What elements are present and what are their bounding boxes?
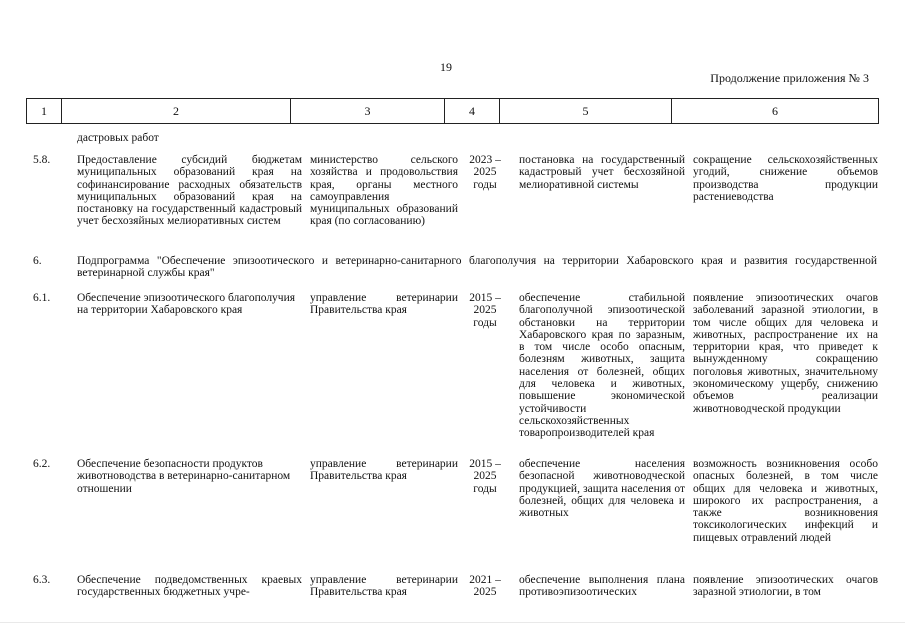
row-number: 6.1. xyxy=(33,292,51,304)
activity-name: Обеспечение безопасности продуктов животноводства в ветеринарно-санитарном отношении xyxy=(77,458,291,495)
column-header: 5 xyxy=(500,99,672,124)
scan-edge-line xyxy=(0,622,905,623)
expected-result: обеспечение выполнения плана противоэпизоотических xyxy=(519,574,685,599)
period: 2015 – 2025 годы xyxy=(469,292,501,329)
column-header: 4 xyxy=(445,99,500,124)
expected-result: постановка на государственный кадастровый учет бесхозяйной мелиоративной системы xyxy=(519,154,685,191)
expected-result: обеспечение стабильной благополучной эпизоотической обстановки на территории Хабаровского края по заразным, в том числе особо опасным, болезням животных, защита населения от болезней, общих для человека и животных, повышение экономической устойчивости сельскохозяйственных товаропроизводителей края xyxy=(519,292,685,440)
consequence: возможность возникновения особо опасных болезней, в том числе общих для человека и животных, широкого их распространения, а также возникновения токсикологических инфекций и пищевых отравлений людей xyxy=(693,458,878,544)
continuation-label: Продолжение приложения № 3 xyxy=(710,71,869,85)
column-header: 6 xyxy=(672,99,879,124)
activity-name: Обеспечение эпизоотического благополучия на территории Хабаровского края xyxy=(77,292,296,317)
page-number: 19 xyxy=(440,60,452,74)
expected-result: обеспечение населения безопасной животноводческой продукцией, защита населения от болезней, общих для человека и животных xyxy=(519,458,685,520)
consequence: сокращение сельскохозяйственных угодий, снижение объемов производства продукции растениеводства xyxy=(693,154,878,203)
row-number: 6.2. xyxy=(33,458,51,470)
executor: министерство сельского хозяйства и продовольствия края, органы местного самоуправления муниципальных образований края (по согласованию) xyxy=(310,154,458,228)
consequence: появление эпизоотических очагов заразной этиологии, в том xyxy=(693,574,878,599)
column-header: 2 xyxy=(62,99,291,124)
period: 2023 – 2025 годы xyxy=(469,154,501,191)
column-header: 1 xyxy=(27,99,62,124)
column-header-table xyxy=(26,98,879,124)
executor: управление ветеринарии Правительства края xyxy=(310,292,458,317)
subprogram-title: Подпрограмма "Обеспечение эпизоотического и ветеринарно-санитарного благополучия на территории Хабаровского края и развития государственной ветеринарной службы края" xyxy=(77,255,877,280)
row-number: 6.3. xyxy=(33,574,51,586)
period: 2015 – 2025 годы xyxy=(469,458,501,495)
executor: управление ветеринарии Правительства края xyxy=(310,574,458,599)
activity-name: Обеспечение подведомственных краевых государственных бюджетных учре- xyxy=(77,574,302,599)
period: 2021 – 2025 xyxy=(469,574,501,599)
carryover-text: дастровых работ xyxy=(77,132,159,144)
executor: управление ветеринарии Правительства края xyxy=(310,458,458,483)
consequence: появление эпизоотических очагов заболеваний заразной этиологии, в том числе общих для человека и животных, распространение их на территории края, что приведет к вынужденному сокращению поголовья животных, значительному экономическому ущербу, снижению объемов реализации животноводческой продукции xyxy=(693,292,878,415)
row-number: 5.8. xyxy=(33,154,51,166)
activity-name: Предоставление субсидий бюджетам муниципальных образований края на софинансирование расходных обязательств муниципальных образований края на постановку на государственный кадастровый учет бесхозяйных мелиоративных систем xyxy=(77,154,302,228)
column-header: 3 xyxy=(291,99,445,124)
row-number: 6. xyxy=(33,255,42,267)
